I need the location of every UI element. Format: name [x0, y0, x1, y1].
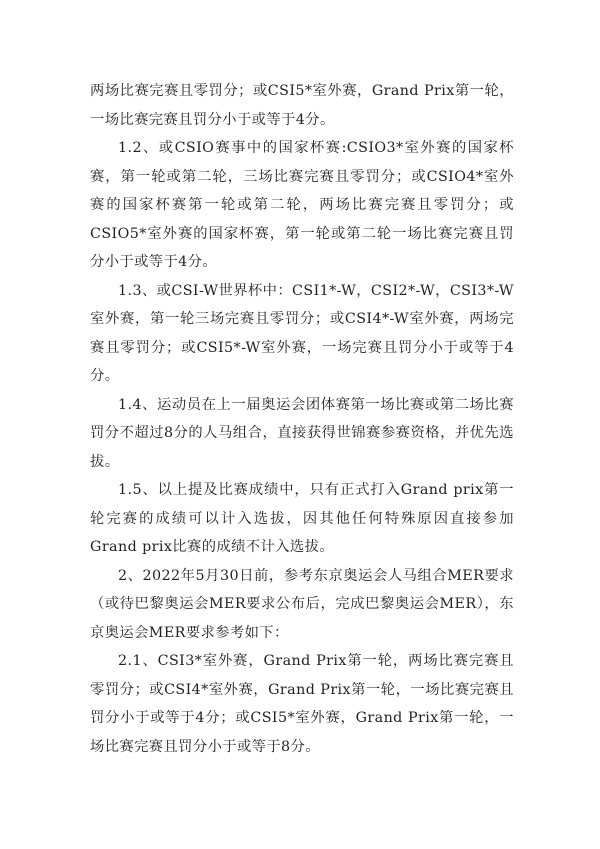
document-body	[90, 77, 514, 761]
paragraph-2-mer-requirements: 2、2022年5月30日前，参考东京奥运会人马组合MER要求（或待巴黎奥运会MER要求公布后，完成巴黎奥运会MER），东京奥运会MER要求参考如下：	[90, 567, 514, 641]
paragraph-1-5-grand-prix-results: 1.5、以上提及比赛成绩中，只有正式打入Grand prix第一轮完赛的成绩可以计入选拔，因其他任何特殊原因直接参加Grand prix比赛的成绩不计入选拔。	[90, 482, 514, 555]
paragraph-1-3-csi-w-world-cup: 1.3、或CSI-W世界杯中：CSI1*-W，CSI2*-W，CSI3*-W室外赛，第一轮三场完赛且零罚分；或CSI4*-W室外赛，两场完赛且零罚分；或CSI5*-W室外赛，一场完赛且罚分小于或等于4分。	[90, 282, 514, 384]
paragraph-1-4-olympic-team-event: 1.4、运动员在上一届奥运会团体赛第一场比赛或第二场比赛罚分不超过8分的人马组合，直接获得世锦赛参赛资格，并优先选拔。	[90, 396, 514, 470]
paragraph-2-1-csi-grand-prix: 2.1、CSI3*室外赛，Grand Prix第一轮，两场比赛完赛且零罚分；或CSI4*室外赛，Grand Prix第一轮，一场比赛完赛且罚分小于或等于4分；或CSI5*室外赛，Grand Prix第一轮，一场比赛完赛且罚分小于或等于8分。	[90, 653, 514, 755]
paragraph-1-2-csio-nations-cup: 1.2、或CSIO赛事中的国家杯赛:CSIO3*室外赛的国家杯赛，第一轮或第二轮，三场比赛完赛且零罚分；或CSIO4*室外赛的国家杯赛第一轮或第二轮，两场比赛完赛且零罚分；或CSIO5*室外赛的国家杯赛，第一轮或第二轮一场比赛完赛且罚分小于或等于4分。	[90, 140, 514, 270]
paragraph-continuation: 两场比赛完赛且零罚分；或CSI5*室外赛，Grand Prix第一轮，一场比赛完赛且罚分小于或等于4分。	[90, 83, 514, 128]
